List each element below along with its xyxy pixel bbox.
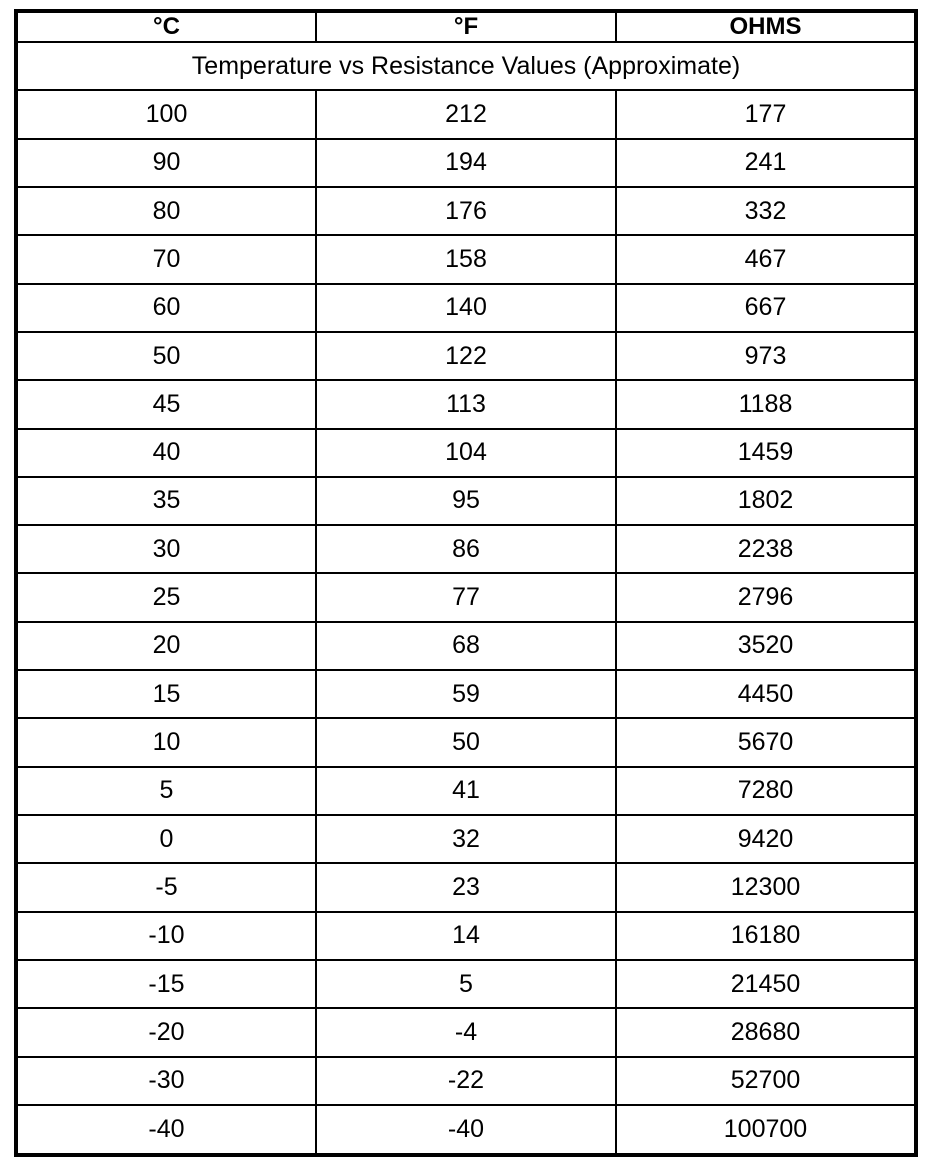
table-row [16, 235, 916, 283]
cell-fahrenheit: 41 [316, 767, 616, 815]
table-row [16, 477, 916, 525]
cell-celsius: 45 [16, 380, 316, 428]
cell-fahrenheit: 95 [316, 477, 616, 525]
cell-ohms: 3520 [616, 622, 916, 670]
cell-fahrenheit: 14 [316, 912, 616, 960]
cell-celsius: 90 [16, 139, 316, 187]
table-row [16, 284, 916, 332]
cell-fahrenheit: 86 [316, 525, 616, 573]
cell-celsius: -40 [16, 1105, 316, 1155]
cell-fahrenheit: 122 [316, 332, 616, 380]
table-row [16, 960, 916, 1008]
cell-celsius: 100 [16, 90, 316, 138]
table-body [16, 42, 916, 1155]
cell-ohms: 667 [616, 284, 916, 332]
cell-ohms: 5670 [616, 718, 916, 766]
table-row [16, 1105, 916, 1155]
table-row [16, 767, 916, 815]
cell-fahrenheit: 158 [316, 235, 616, 283]
cell-fahrenheit: 104 [316, 429, 616, 477]
cell-fahrenheit: 68 [316, 622, 616, 670]
cell-fahrenheit: -40 [316, 1105, 616, 1155]
cell-fahrenheit: -22 [316, 1057, 616, 1105]
table-row [16, 863, 916, 911]
cell-ohms: 177 [616, 90, 916, 138]
cell-ohms: 1802 [616, 477, 916, 525]
cell-celsius: 60 [16, 284, 316, 332]
header-ohms: OHMS [616, 11, 916, 42]
resistance-table-container [14, 9, 918, 1157]
temperature-resistance-table [14, 9, 918, 1157]
cell-ohms: 467 [616, 235, 916, 283]
cell-celsius: 25 [16, 573, 316, 621]
header-row [16, 11, 916, 42]
cell-fahrenheit: 23 [316, 863, 616, 911]
cell-ohms: 1459 [616, 429, 916, 477]
cell-celsius: 50 [16, 332, 316, 380]
table-row [16, 90, 916, 138]
cell-celsius: 70 [16, 235, 316, 283]
table-row [16, 815, 916, 863]
cell-fahrenheit: -4 [316, 1008, 616, 1056]
cell-fahrenheit: 50 [316, 718, 616, 766]
cell-celsius: 80 [16, 187, 316, 235]
cell-ohms: 7280 [616, 767, 916, 815]
table-row [16, 573, 916, 621]
table-row [16, 718, 916, 766]
table-row [16, 380, 916, 428]
table-row [16, 622, 916, 670]
cell-ohms: 4450 [616, 670, 916, 718]
cell-ohms: 332 [616, 187, 916, 235]
cell-celsius: -30 [16, 1057, 316, 1105]
cell-fahrenheit: 32 [316, 815, 616, 863]
cell-ohms: 100700 [616, 1105, 916, 1155]
cell-celsius: -15 [16, 960, 316, 1008]
cell-ohms: 12300 [616, 863, 916, 911]
cell-celsius: 20 [16, 622, 316, 670]
cell-ohms: 21450 [616, 960, 916, 1008]
cell-celsius: -10 [16, 912, 316, 960]
cell-fahrenheit: 140 [316, 284, 616, 332]
table-row [16, 139, 916, 187]
cell-celsius: 10 [16, 718, 316, 766]
cell-celsius: -5 [16, 863, 316, 911]
cell-celsius: -20 [16, 1008, 316, 1056]
table-row [16, 670, 916, 718]
cell-fahrenheit: 212 [316, 90, 616, 138]
cell-ohms: 28680 [616, 1008, 916, 1056]
table-row [16, 332, 916, 380]
table-row [16, 912, 916, 960]
cell-fahrenheit: 59 [316, 670, 616, 718]
cell-fahrenheit: 77 [316, 573, 616, 621]
cell-ohms: 1188 [616, 380, 916, 428]
cell-ohms: 52700 [616, 1057, 916, 1105]
cell-celsius: 35 [16, 477, 316, 525]
cell-fahrenheit: 194 [316, 139, 616, 187]
cell-ohms: 973 [616, 332, 916, 380]
table-caption: Temperature vs Resistance Values (Approximate) [16, 42, 916, 90]
cell-celsius: 30 [16, 525, 316, 573]
table-row [16, 1008, 916, 1056]
cell-fahrenheit: 176 [316, 187, 616, 235]
header-celsius: °C [16, 11, 316, 42]
cell-celsius: 5 [16, 767, 316, 815]
table-row [16, 187, 916, 235]
cell-celsius: 0 [16, 815, 316, 863]
cell-celsius: 40 [16, 429, 316, 477]
cell-ohms: 2238 [616, 525, 916, 573]
header-fahrenheit: °F [316, 11, 616, 42]
table-row [16, 525, 916, 573]
table-row [16, 1057, 916, 1105]
cell-ohms: 2796 [616, 573, 916, 621]
table-header [16, 11, 916, 42]
cell-ohms: 241 [616, 139, 916, 187]
cell-ohms: 9420 [616, 815, 916, 863]
caption-row [16, 42, 916, 90]
cell-ohms: 16180 [616, 912, 916, 960]
cell-celsius: 15 [16, 670, 316, 718]
cell-fahrenheit: 5 [316, 960, 616, 1008]
cell-fahrenheit: 113 [316, 380, 616, 428]
table-row [16, 429, 916, 477]
